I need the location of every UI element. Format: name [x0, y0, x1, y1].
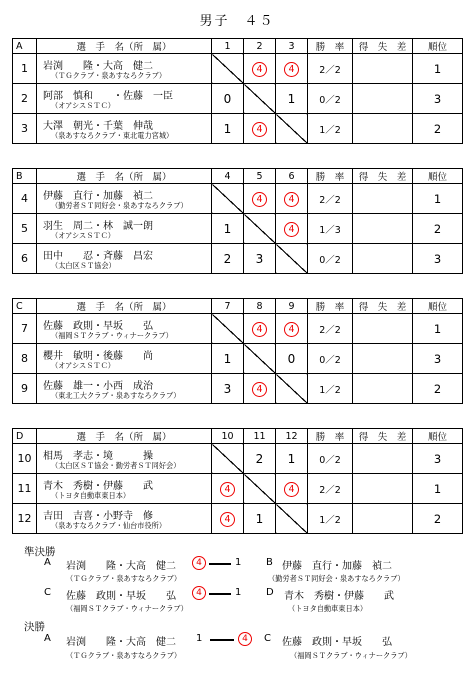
player-names: 岩渕 隆・大高 健二: [43, 61, 153, 72]
seed-number: 11: [13, 474, 37, 504]
win-circle: 4: [252, 122, 267, 137]
win-rate: 1／2: [308, 374, 353, 404]
win-score-cell: [244, 314, 276, 344]
final-right-letter: C: [264, 633, 271, 644]
point-diff: [353, 504, 413, 534]
win-rate: 2／2: [308, 54, 353, 84]
rank: 3: [413, 344, 463, 374]
final-left-score: 1: [196, 633, 203, 644]
rank: 3: [413, 84, 463, 114]
win-circle: 4: [284, 322, 299, 337]
win-circle: 4: [284, 222, 299, 237]
win-score-cell: [244, 114, 276, 144]
player-names: 相馬 孝志・境 操: [43, 451, 153, 462]
player-names: 伊藤 直行・加藤 禎二: [43, 191, 153, 202]
header-opponent-no: 1: [212, 39, 244, 54]
semi1-right-club: （勤労者ＳＴ同好会・泉あすなろクラブ）: [268, 574, 405, 583]
score-cell: 0: [276, 344, 308, 374]
final-right-name: 佐藤 政則・早坂 弘: [282, 637, 392, 648]
header-opponent-no: 6: [276, 169, 308, 184]
score-cell: 0: [212, 84, 244, 114]
seed-number: 5: [13, 214, 37, 244]
header-opponent-no: 11: [244, 429, 276, 444]
point-diff: [353, 314, 413, 344]
header-rank: 順位: [413, 169, 463, 184]
header-win-rate: 勝 率: [308, 299, 353, 314]
semi2-winner-line: [209, 593, 231, 595]
player-name-cell: [37, 244, 212, 274]
win-circle: 4: [252, 192, 267, 207]
group-letter: D: [13, 429, 37, 444]
table-row: [13, 84, 463, 114]
score-cell: 2: [244, 444, 276, 474]
semi2-right-name: 青木 秀樹・伊藤 武: [284, 591, 394, 602]
player-name-cell: [37, 474, 212, 504]
table-row: [13, 314, 463, 344]
score-cell: 1: [212, 114, 244, 144]
final-label: 決勝: [24, 621, 45, 633]
player-names: 阿部 慎和 ・佐藤 一臣: [43, 91, 173, 102]
semi1-left-name: 岩渕 隆・大高 健二: [66, 561, 176, 572]
win-rate: 1／2: [308, 114, 353, 144]
player-club: （勤労者ＳＴ同好会・泉あすなろクラブ）: [51, 201, 188, 210]
player-club: （トヨタ自動車東日本）: [51, 491, 131, 500]
player-name-cell: [37, 84, 212, 114]
table-row: [13, 474, 463, 504]
rank: 2: [413, 114, 463, 144]
self-match-cell: [276, 504, 308, 534]
point-diff: [353, 444, 413, 474]
seed-number: 6: [13, 244, 37, 274]
header-win-rate: 勝 率: [308, 39, 353, 54]
win-circle: 4: [220, 482, 235, 497]
rank: 3: [413, 444, 463, 474]
self-match-cell: [212, 444, 244, 474]
seed-number: 12: [13, 504, 37, 534]
group-table-b: [12, 168, 463, 274]
semi2-right-letter: D: [266, 587, 274, 598]
semi1-left-score: 4: [192, 556, 206, 570]
player-name-cell: [37, 504, 212, 534]
final-left-name: 岩渕 隆・大高 健二: [66, 637, 176, 648]
player-name-cell: [37, 54, 212, 84]
win-score-cell: [212, 474, 244, 504]
player-club: （太白区ＳＴ協会・勤労者ＳＴ同好会）: [51, 461, 181, 470]
seed-number: 9: [13, 374, 37, 404]
score-cell: 1: [212, 344, 244, 374]
win-circle: 4: [220, 512, 235, 527]
player-club: （太白区ＳＴ協会）: [51, 261, 116, 270]
final-left-club: （ＴＧクラブ・泉あすなろクラブ）: [66, 651, 182, 660]
point-diff: [353, 214, 413, 244]
self-match-cell: [244, 84, 276, 114]
point-diff: [353, 54, 413, 84]
win-score-cell: [276, 184, 308, 214]
header-opponent-no: 3: [276, 39, 308, 54]
semi2-right-score: 1: [235, 587, 242, 598]
seed-number: 1: [13, 54, 37, 84]
table-row: [13, 184, 463, 214]
win-rate: 1／2: [308, 504, 353, 534]
semi1-right-letter: B: [266, 557, 273, 568]
win-circle: 4: [252, 322, 267, 337]
final-right-club: （福岡ＳＴクラブ・ウィナークラブ）: [290, 651, 412, 660]
point-diff: [353, 344, 413, 374]
player-names: 羽生 周二・林 誠一朗: [43, 221, 153, 232]
group-letter: C: [13, 299, 37, 314]
header-point-diff: 得 失 差: [353, 299, 413, 314]
semi1-winner-line: [209, 563, 231, 565]
score-cell: 1: [244, 504, 276, 534]
rank: 1: [413, 314, 463, 344]
win-score-cell: [244, 54, 276, 84]
table-row: [13, 244, 463, 274]
group-letter: B: [13, 169, 37, 184]
group-letter: A: [13, 39, 37, 54]
win-circle: 4: [284, 192, 299, 207]
player-name-cell: [37, 374, 212, 404]
header-win-rate: 勝 率: [308, 429, 353, 444]
point-diff: [353, 84, 413, 114]
group-table-c: [12, 298, 463, 404]
header-opponent-no: 4: [212, 169, 244, 184]
self-match-cell: [212, 314, 244, 344]
win-circle: 4: [284, 482, 299, 497]
rank: 2: [413, 214, 463, 244]
semi1-right-name: 伊藤 直行・加藤 禎二: [282, 561, 392, 572]
group-table-a: [12, 38, 463, 144]
win-rate: 0／2: [308, 444, 353, 474]
self-match-cell: [276, 244, 308, 274]
player-names: 佐藤 雄一・小西 成治: [43, 381, 153, 392]
header-point-diff: 得 失 差: [353, 429, 413, 444]
player-club: （オアシスＳＴＣ）: [51, 361, 115, 370]
semi2-left-letter: C: [44, 587, 51, 598]
win-score-cell: [244, 374, 276, 404]
rank: 3: [413, 244, 463, 274]
player-club: （泉あすなろクラブ・東北電力宮城）: [51, 131, 174, 140]
self-match-cell: [212, 54, 244, 84]
header-rank: 順位: [413, 39, 463, 54]
point-diff: [353, 184, 413, 214]
win-circle: 4: [252, 62, 267, 77]
player-names: 大澤 朝光・千葉 伸哉: [43, 121, 153, 132]
player-names: 佐藤 政則・早坂 弘: [43, 321, 153, 332]
seed-number: 3: [13, 114, 37, 144]
score-cell: 1: [276, 444, 308, 474]
header-opponent-no: 10: [212, 429, 244, 444]
win-rate: 2／2: [308, 184, 353, 214]
table-row: [13, 374, 463, 404]
player-name-cell: [37, 444, 212, 474]
player-name-cell: [37, 344, 212, 374]
semi1-left-club: （ＴＧクラブ・泉あすなろクラブ）: [66, 574, 182, 583]
win-circle: 4: [252, 382, 267, 397]
player-club: （東北工大クラブ・泉あすなろクラブ）: [51, 391, 181, 400]
header-player-name: 選 手 名（所 属）: [37, 429, 212, 444]
table-row: [13, 54, 463, 84]
win-rate: 2／2: [308, 474, 353, 504]
final-winner-line: [210, 639, 234, 641]
seed-number: 10: [13, 444, 37, 474]
self-match-cell: [244, 474, 276, 504]
header-win-rate: 勝 率: [308, 169, 353, 184]
win-score-cell: [276, 214, 308, 244]
win-circle: 4: [284, 62, 299, 77]
rank: 2: [413, 374, 463, 404]
self-match-cell: [212, 184, 244, 214]
header-point-diff: 得 失 差: [353, 39, 413, 54]
header-player-name: 選 手 名（所 属）: [37, 39, 212, 54]
player-names: 吉田 吉喜・小野寺 修: [43, 511, 153, 522]
header-rank: 順位: [413, 429, 463, 444]
win-rate: 1／3: [308, 214, 353, 244]
table-row: [13, 344, 463, 374]
semi2-left-score: 4: [192, 586, 206, 600]
table-row: [13, 504, 463, 534]
player-name-cell: [37, 184, 212, 214]
header-opponent-no: 7: [212, 299, 244, 314]
player-club: （ＴＧクラブ・泉あすなろクラブ）: [51, 71, 167, 80]
final-left-letter: A: [44, 633, 51, 644]
win-score-cell: [276, 474, 308, 504]
semi2-right-club: （トヨタ自動車東日本）: [288, 604, 368, 613]
point-diff: [353, 114, 413, 144]
self-match-cell: [244, 214, 276, 244]
player-names: 櫻井 敏明・後藤 尚: [43, 351, 153, 362]
point-diff: [353, 474, 413, 504]
semifinal-label: 準決勝: [24, 546, 56, 558]
player-club: （福岡ＳＴクラブ・ウィナークラブ）: [51, 331, 173, 340]
final-right-score: 4: [238, 632, 252, 646]
player-club: （オアシスＳＴＣ）: [51, 101, 115, 110]
score-cell: 1: [212, 214, 244, 244]
win-rate: 0／2: [308, 344, 353, 374]
semi2-left-club: （福岡ＳＴクラブ・ウィナークラブ）: [66, 604, 188, 613]
table-row: [13, 444, 463, 474]
rank: 2: [413, 504, 463, 534]
header-opponent-no: 8: [244, 299, 276, 314]
player-name-cell: [37, 314, 212, 344]
player-names: 青木 秀樹・伊藤 武: [43, 481, 153, 492]
seed-number: 2: [13, 84, 37, 114]
semi1-right-score: 1: [235, 557, 242, 568]
semi2-left-name: 佐藤 政則・早坂 弘: [66, 591, 176, 602]
group-table-d: [12, 428, 463, 534]
rank: 1: [413, 184, 463, 214]
page-title: 男子 ４５: [199, 14, 275, 29]
score-cell: 1: [276, 84, 308, 114]
win-rate: 2／2: [308, 314, 353, 344]
point-diff: [353, 244, 413, 274]
self-match-cell: [276, 374, 308, 404]
table-row: [13, 214, 463, 244]
self-match-cell: [244, 344, 276, 374]
rank: 1: [413, 54, 463, 84]
win-score-cell: [276, 54, 308, 84]
header-opponent-no: 12: [276, 429, 308, 444]
header-opponent-no: 9: [276, 299, 308, 314]
semi1-left-letter: A: [44, 557, 51, 568]
table-row: [13, 114, 463, 144]
header-player-name: 選 手 名（所 属）: [37, 169, 212, 184]
score-cell: 3: [212, 374, 244, 404]
win-score-cell: [276, 314, 308, 344]
point-diff: [353, 374, 413, 404]
header-opponent-no: 2: [244, 39, 276, 54]
player-club: （泉あすなろクラブ・仙台市役所）: [51, 521, 167, 530]
score-cell: 3: [244, 244, 276, 274]
header-opponent-no: 5: [244, 169, 276, 184]
win-rate: 0／2: [308, 244, 353, 274]
header-player-name: 選 手 名（所 属）: [37, 299, 212, 314]
rank: 1: [413, 474, 463, 504]
player-name-cell: [37, 114, 212, 144]
self-match-cell: [276, 114, 308, 144]
seed-number: 4: [13, 184, 37, 214]
seed-number: 7: [13, 314, 37, 344]
header-rank: 順位: [413, 299, 463, 314]
player-names: 田中 忍・斉藤 昌宏: [43, 251, 153, 262]
seed-number: 8: [13, 344, 37, 374]
win-score-cell: [212, 504, 244, 534]
player-club: （オアシスＳＴＣ）: [51, 231, 115, 240]
win-rate: 0／2: [308, 84, 353, 114]
header-point-diff: 得 失 差: [353, 169, 413, 184]
win-score-cell: [244, 184, 276, 214]
player-name-cell: [37, 214, 212, 244]
score-cell: 2: [212, 244, 244, 274]
